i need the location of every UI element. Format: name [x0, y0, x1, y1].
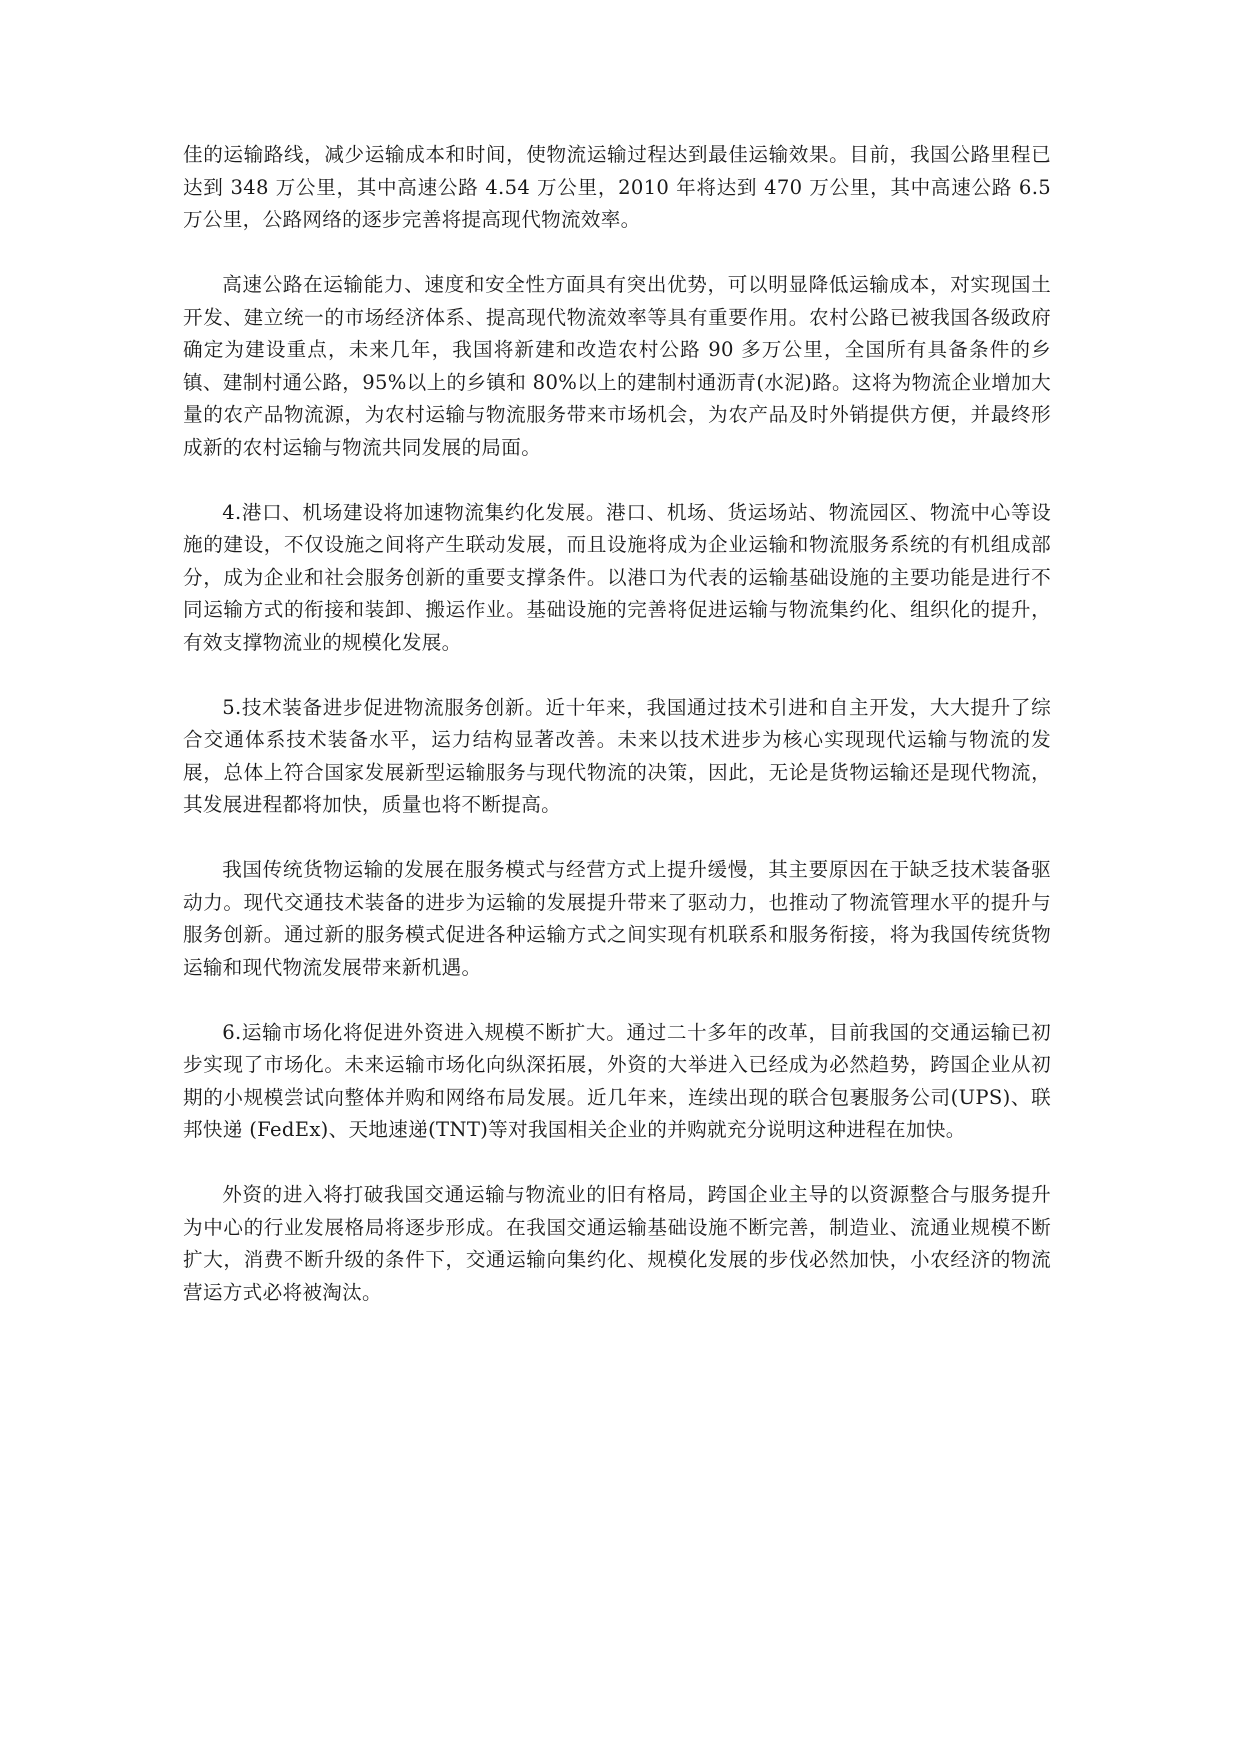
paragraph-technical-equipment: 5.技术装备进步促进物流服务创新。近十年来，我国通过技术引进和自主开发，大大提升了综合交通体系技术装备水平，运力结构显著改善。未来以技术进步为核心实现现代运输与物流的发展，总体上符合国家发展新型运输服务与现代物流的决策，因此，无论是货物运输还是现代物流，其发展进程都将加快，质量也将不断提高。: [183, 695, 1051, 816]
document-body: [183, 139, 1051, 1342]
paragraph-foreign-capital-pattern: 外资的进入将打破我国交通运输与物流业的旧有格局，跨国企业主导的以资源整合与服务提升为中心的行业发展格局将逐步形成。在我国交通运输基础设施不断完善，制造业、流通业规模不断扩大，消费不断升级的条件下，交通运输向集约化、规模化发展的步伐必然加快，小农经济的物流营运方式必将被淘汰。: [183, 1183, 1051, 1304]
paragraph-market-foreign-investment: 6.运输市场化将促进外资进入规模不断扩大。通过二十多年的改革，目前我国的交通运输已初步实现了市场化。未来运输市场化向纵深拓展，外资的大举进入已经成为必然趋势，跨国企业从初期的小规模尝试向整体并购和网络布局发展。近几年来，连续出现的联合包裹服务公司(UPS)、联邦快递 (FedEx)、天地速递(TNT)等对我国相关企业的并购就充分说明这种进程在加快。: [183, 1020, 1051, 1141]
paragraph-highway-mileage: 佳的运输路线，减少运输成本和时间，使物流运输过程达到最佳运输效果。目前，我国公路里程已达到 348 万公里，其中高速公路 4.54 万公里，2010 年将达到 470 万公里，其中高速公路 6.5 万公里，公路网络的逐步完善将提高现代物流效率。: [183, 143, 1051, 231]
paragraph-traditional-freight: 我国传统货物运输的发展在服务模式与经营方式上提升缓慢，其主要原因在于缺乏技术装备驱动力。现代交通技术装备的进步为运输的发展提升带来了驱动力，也推动了物流管理水平的提升与服务创新。通过新的服务模式促进各种运输方式之间实现有机联系和服务衔接，将为我国传统货物运输和现代物流发展带来新机遇。: [183, 858, 1051, 979]
paragraph-ports-airports: 4.港口、机场建设将加速物流集约化发展。港口、机场、货运场站、物流园区、物流中心等设施的建设，不仅设施之间将产生联动发展，而且设施将成为企业运输和物流服务系统的有机组成部分，成为企业和社会服务创新的重要支撑条件。以港口为代表的运输基础设施的主要功能是进行不同运输方式的衔接和装卸、搬运作业。基础设施的完善将促进运输与物流集约化、组织化的提升，有效支撑物流业的规模化发展。: [183, 500, 1051, 654]
paragraph-expressway-rural-roads: 高速公路在运输能力、速度和安全性方面具有突出优势，可以明显降低运输成本，对实现国土开发、建立统一的市场经济体系、提高现代物流效率等具有重要作用。农村公路已被我国各级政府确定为建设重点，未来几年，我国将新建和改造农村公路 90 多万公里，全国所有具备条件的乡镇、建制村通公路，95%以上的乡镇和 80%以上的建制村通沥青(水泥)路。这将为物流企业增加大量的农产品物流源，为农村运输与物流服务带来市场机会，为农产品及时外销提供方便，并最终形成新的农村运输与物流共同发展的局面。: [183, 273, 1051, 459]
